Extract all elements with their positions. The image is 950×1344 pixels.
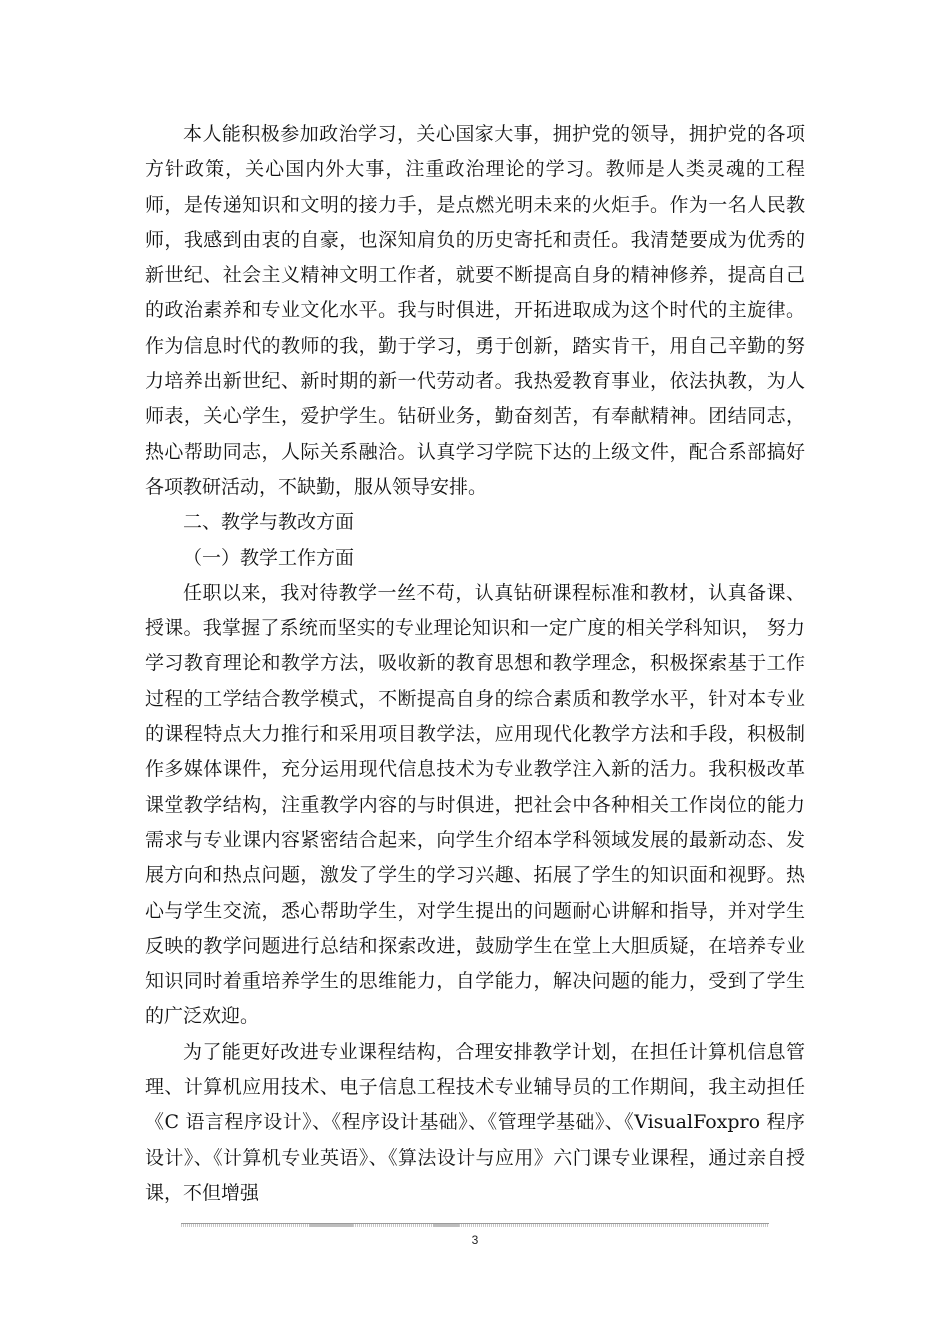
footer-divider-accent	[433, 1224, 459, 1227]
footer-divider	[181, 1222, 769, 1227]
page-number: 3	[471, 1233, 479, 1247]
section-heading-teaching-reform: 二、教学与教改方面	[183, 511, 355, 534]
document-body	[145, 117, 805, 1211]
subsection-heading-teaching-work: （一）教学工作方面	[183, 546, 355, 569]
paragraph-course-structure: 为了能更好改进专业课程结构，合理安排教学计划，在担任计算机信息管理、计算机应用技术、电子信息工程技术专业辅导员的工作期间，我主动担任《C 语言程序设计》、《程序设计基础》、《管理学基础》、《VisualFoxpro 程序设计》、《计算机专业英语》、《算法设计与应用》六门课专业课程，通过亲自授课，不但增强	[145, 1040, 805, 1204]
footer-divider-accent	[309, 1224, 353, 1227]
paragraph-teaching-work: 任职以来，我对待教学一丝不苟，认真钻研课程标准和教材，认真备课、授课。我掌握了系统而坚实的专业理论知识和一定广度的相关学科知识， 努力学习教育理论和教学方法，吸收新的教育思想和教学理念，积极探索基于工作过程的工学结合教学模式，不断提高自身的综合素质和教学水平，针对本专业的课程特点大力推行和采用项目教学法，应用现代化教学方法和手段，积极制作多媒体课件，充分运用现代信息技术为专业教学注入新的活力。我积极改革课堂教学结构，注重教学内容的与时俱进，把社会中各种相关工作岗位的能力需求与专业课内容紧密结合起来，向学生介绍本学科领域发展的最新动态、发展方向和热点问题，激发了学生的学习兴趣、拓展了学生的知识面和视野。热心与学生交流，悉心帮助学生，对学生提出的问题耐心讲解和指导，并对学生反映的教学问题进行总结和探索改进，鼓励学生在堂上大胆质疑，在培养专业知识同时着重培养学生的思维能力，自学能力，解决问题的能力，受到了学生的广泛欢迎。	[145, 581, 805, 1028]
paragraph-political-study: 本人能积极参加政治学习，关心国家大事，拥护党的领导，拥护党的各项方针政策，关心国内外大事，注重政治理论的学习。教师是人类灵魂的工程师，是传递知识和文明的接力手，是点燃光明未来的火炬手。作为一名人民教师，我感到由衷的自豪，也深知肩负的历史寄托和责任。我清楚要成为优秀的新世纪、社会主义精神文明工作者，就要不断提高自身的精神修养，提高自己的政治素养和专业文化水平。我与时俱进，开拓进取成为这个时代的主旋律。作为信息时代的教师的我，勤于学习，勇于创新，踏实肯干，用自己辛勤的努力培养出新世纪、新时期的新一代劳动者。我热爱教育事业，依法执教，为人师表，关心学生，爱护学生。钻研业务，勤奋刻苦，有奉献精神。团结同志，热心帮助同志，人际关系融洽。认真学习学院下达的上级文件，配合系部搞好各项教研活动，不缺勤，服从领导安排。	[145, 123, 805, 498]
